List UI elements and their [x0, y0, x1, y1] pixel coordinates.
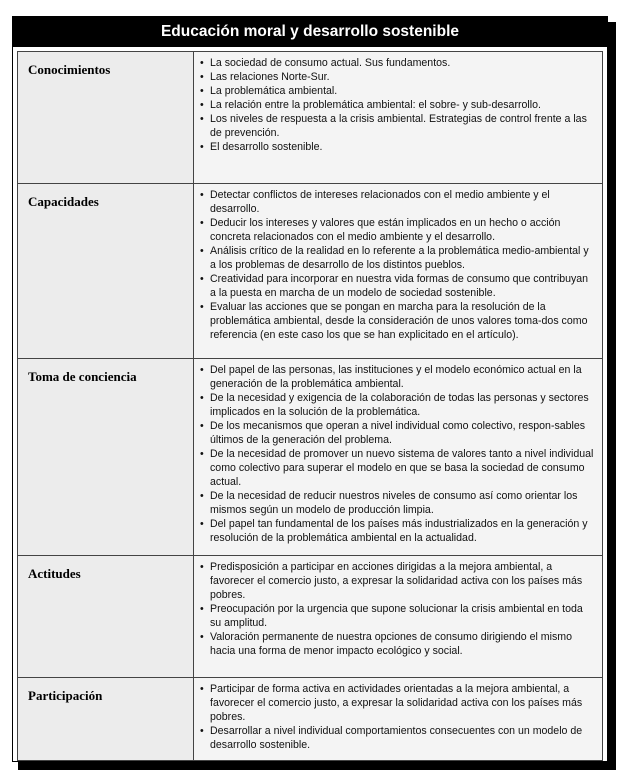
bullet-list	[200, 363, 596, 545]
bullet-list	[200, 188, 596, 342]
table-row	[18, 556, 603, 678]
table-wrapper	[17, 51, 603, 757]
row-items	[194, 359, 603, 556]
bullet-icon: •	[200, 273, 204, 285]
list-item-text: Detectar conflictos de intereses relacionados con el medio ambiente y el desarrollo.	[210, 189, 550, 215]
row-items	[194, 52, 603, 184]
row-items	[194, 184, 603, 359]
list-item	[200, 630, 596, 658]
list-item-text: Creatividad para incorporar en nuestra vida formas de consumo que contribuyan a la puesta en marcha de un modelo de sociedad sostenible.	[210, 273, 589, 299]
list-item	[200, 140, 596, 154]
bullet-icon: •	[200, 561, 204, 573]
bullet-icon: •	[200, 141, 204, 153]
bullet-icon: •	[200, 518, 204, 530]
bullet-icon: •	[200, 420, 204, 432]
list-item-text: Desarrollar a nivel individual comportamientos consecuentes con un modelo de desarrollo sostenible.	[210, 725, 583, 751]
list-item-text: Participar de forma activa en actividades orientadas a la mejora ambiental, a favorecer el comercio justo, a expresar la solidaridad activa con los países más pobres.	[210, 683, 583, 723]
bullet-icon: •	[200, 683, 204, 695]
bullet-icon: •	[200, 301, 204, 313]
list-item-text: Valoración permanente de nuestra opciones de consumo dirigiendo el mismo hacia una forma de menor impacto ecológico y social.	[210, 631, 572, 657]
row-items	[194, 556, 603, 678]
list-item-text: Preocupación por la urgencia que supone solucionar la crisis ambiental en toda su amplitud.	[210, 603, 583, 629]
list-item-text: La relación entre la problemática ambiental: el sobre- y sub-desarrollo.	[210, 99, 541, 111]
bullet-list	[200, 682, 596, 752]
list-item-text: De los mecanismos que operan a nivel individual como colectivo, respon-sables últimos de la generación del problema.	[210, 420, 586, 446]
list-item	[200, 489, 596, 517]
content-table	[17, 51, 603, 761]
list-item	[200, 300, 596, 342]
list-item	[200, 216, 596, 244]
row-category: Capacidades	[18, 184, 194, 359]
list-item-text: La sociedad de consumo actual. Sus fundamentos.	[210, 57, 451, 69]
list-item	[200, 682, 596, 724]
bullet-icon: •	[200, 71, 204, 83]
list-item-text: Del papel tan fundamental de los países más industrializados en la generación y resolución de la problemática ambiental en la actualidad.	[210, 518, 588, 544]
list-item-text: Análisis crítico de la realidad en lo referente a la problemática medio-ambiental y a los problemas de desarrollo de los distintos pueblos.	[210, 245, 589, 271]
list-item-text: Las relaciones Norte-Sur.	[210, 71, 330, 83]
list-item	[200, 272, 596, 300]
list-item-text: Del papel de las personas, las instituciones y el modelo económico actual en la generación de la problemática ambiental.	[210, 364, 582, 390]
list-item	[200, 391, 596, 419]
bullet-icon: •	[200, 364, 204, 376]
list-item	[200, 70, 596, 84]
bullet-icon: •	[200, 448, 204, 460]
table-title: Educación moral y desarrollo sostenible	[13, 17, 607, 47]
bullet-icon: •	[200, 57, 204, 69]
row-category: Actitudes	[18, 556, 194, 678]
list-item	[200, 98, 596, 112]
bullet-icon: •	[200, 245, 204, 257]
list-item-text: De la necesidad de reducir nuestros niveles de consumo así como orientar los mismos según un modelo de producción limpia.	[210, 490, 578, 516]
list-item	[200, 363, 596, 391]
table-card	[12, 16, 608, 762]
bullet-icon: •	[200, 113, 204, 125]
list-item	[200, 188, 596, 216]
bullet-icon: •	[200, 490, 204, 502]
bullet-icon: •	[200, 189, 204, 201]
list-item-text: Deducir los intereses y valores que están implicados en un hecho o acción concreta relacionados con el medio ambiente y el desarrollo.	[210, 217, 561, 243]
list-item	[200, 560, 596, 602]
bullet-icon: •	[200, 99, 204, 111]
list-item	[200, 84, 596, 98]
row-category: Conocimientos	[18, 52, 194, 184]
list-item	[200, 244, 596, 272]
row-category: Toma de conciencia	[18, 359, 194, 556]
bullet-list	[200, 56, 596, 154]
table-row	[18, 52, 603, 184]
list-item-text: Los niveles de respuesta a la crisis ambiental. Estrategias de control frente a las de prevención.	[210, 113, 587, 139]
list-item-text: Evaluar las acciones que se pongan en marcha para la resolución de la problemática ambiental, desde la consideración de unos valores toma-dos como referencia (en este caso los que se han explicitado en el artículo).	[210, 301, 588, 341]
bullet-icon: •	[200, 631, 204, 643]
list-item	[200, 112, 596, 140]
row-category: Participación	[18, 678, 194, 761]
list-item-text: De la necesidad y exigencia de la colaboración de todas las personas y sectores implicados en la solución de la problemática.	[210, 392, 589, 418]
list-item	[200, 724, 596, 752]
bullet-icon: •	[200, 85, 204, 97]
table-row	[18, 184, 603, 359]
list-item	[200, 447, 596, 489]
bullet-icon: •	[200, 725, 204, 737]
table-row	[18, 359, 603, 556]
row-items	[194, 678, 603, 761]
list-item	[200, 517, 596, 545]
bullet-icon: •	[200, 217, 204, 229]
list-item	[200, 602, 596, 630]
list-item	[200, 56, 596, 70]
table-row	[18, 678, 603, 761]
bullet-list	[200, 560, 596, 658]
list-item-text: Predisposición a participar en acciones dirigidas a la mejora ambiental, a favorecer el comercio justo, a expresar la solidaridad activa con los países más pobres.	[210, 561, 583, 601]
list-item-text: La problemática ambiental.	[210, 85, 338, 97]
list-item-text: De la necesidad de promover un nuevo sistema de valores tanto a nivel individual como colectivo para superar el modelo en que se basa la sociedad de consumo actual.	[210, 448, 594, 488]
list-item-text: El desarrollo sostenible.	[210, 141, 323, 153]
bullet-icon: •	[200, 603, 204, 615]
list-item	[200, 419, 596, 447]
bullet-icon: •	[200, 392, 204, 404]
